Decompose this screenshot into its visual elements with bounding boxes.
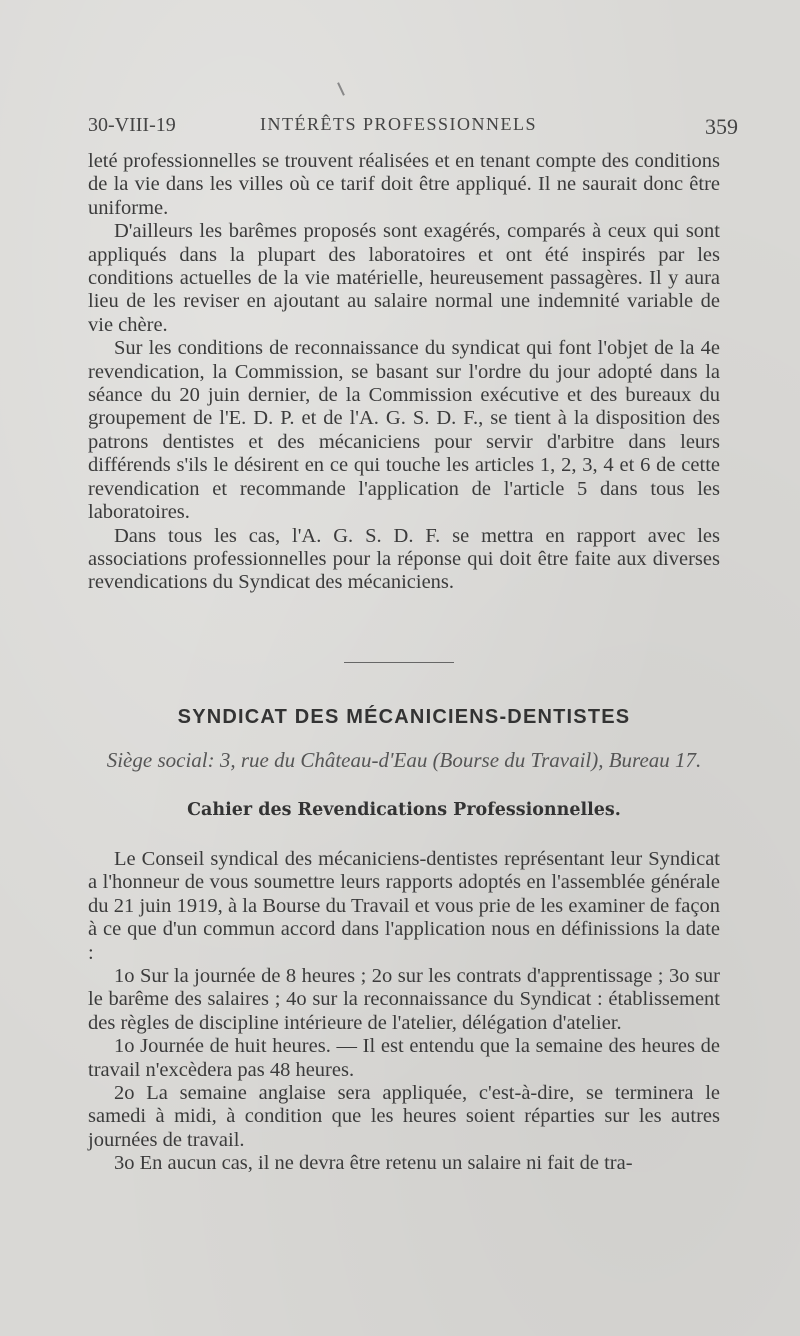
section-subtitle: Cahier des Revendications Professionnelles. (187, 800, 621, 820)
paragraph: 1o Journée de huit heures. — Il est entendu que la semaine des heures de travail n'excèdera pas 48 heures. (88, 1035, 720, 1081)
paragraph: Le Conseil syndical des mécaniciens-dentistes représentant leur Syndicat a l'honneur de vous soumettre leurs rapports adoptés en l'assemblée générale du 21 juin 1919, à la Bourse du Travail et vous prie de les examiner de façon à ce que d'un commun accord dans l'application nous en définissions la date : (88, 848, 720, 964)
paragraph: leté professionnelles se trouvent réalisées et en tenant compte des conditions de la vie dans les villes où ce tarif doit être appliqué. Il ne saurait donc être uniforme. (88, 150, 720, 219)
paragraph: 3o En aucun cas, il ne devra être retenu un salaire ni fait de tra- (114, 1152, 633, 1175)
paragraph: 2o La semaine anglaise sera appliquée, c'est-à-dire, se terminera le samedi à midi, à condition que les heures soient réparties sur les autres journées de travail. (88, 1082, 720, 1151)
ink-mark (337, 82, 345, 96)
page-number: 359 (705, 114, 738, 139)
section-title: SYNDICAT DES MÉCANICIENS-DENTISTES (177, 706, 631, 728)
text-block-top (88, 150, 720, 595)
header-running-title: INTÉRÊTS PROFESSIONNELS (260, 114, 538, 134)
header-date: 30-VIII-19 (88, 114, 176, 136)
paragraph: Dans tous les cas, l'A. G. S. D. F. se mettra en rapport avec les associations professionnelles pour la réponse qui doit être faite aux diverses revendications du Syndicat des mécaniciens. (88, 524, 720, 594)
section-seat-address: Siège social: 3, rue du Château-d'Eau (Bourse du Travail), Bureau 17. (106, 748, 702, 772)
running-header (88, 114, 738, 144)
section-divider (344, 662, 454, 663)
paragraph: Sur les conditions de reconnaissance du syndicat qui font l'objet de la 4e revendication, la Commission, se basant sur l'ordre du jour adopté dans la séance du 20 juin dernier, de la Commission exécutive et des bureaux du groupement de l'E. D. P. et de l'A. G. S. D. F., se tient à la disposition des patrons dentistes et des mécaniciens pour servir d'arbitre dans leurs différends s'ils le désirent en ce qui touche les articles 1, 2, 3, 4 et 6 de cette revendication et recommande l'application de l'article 5 dans tous les laboratoires. (88, 337, 720, 524)
paragraph: D'ailleurs les barêmes proposés sont exagérés, comparés à ceux qui sont appliqués dans la plupart des laboratoires et ont été inspirés par les conditions actuelles de la vie matérielle, heureusement passagères. Il y aura lieu de les reviser en ajoutant au salaire normal une indemnité variable de vie chère. (88, 220, 720, 336)
text-block-bottom (88, 848, 720, 1176)
paragraph: 1o Sur la journée de 8 heures ; 2o sur les contrats d'apprentissage ; 3o sur le barême des salaires ; 4o sur la reconnaissance du Syndicat : établissement des règles de discipline intérieure de l'atelier, délégation d'atelier. (88, 965, 720, 1034)
